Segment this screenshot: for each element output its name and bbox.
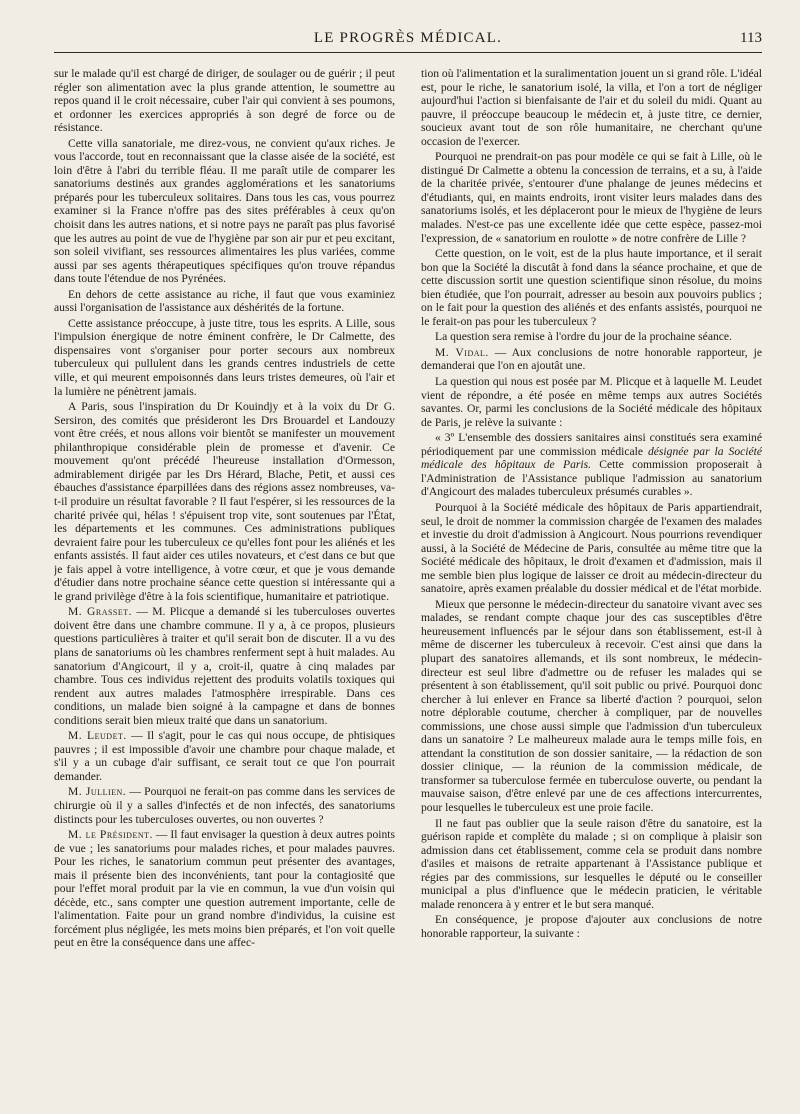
- right-column: [421, 67, 762, 1097]
- speaker-name: M. Vidal.: [435, 345, 489, 359]
- paragraph: [54, 137, 395, 286]
- speaker-name: M. Jullien.: [68, 785, 127, 799]
- left-column: [54, 67, 395, 1097]
- paragraph-text: Il ne faut pas oublier que la seule raison d'être du sanatoire, est la guérison rapide et complète du malade ; si on complique à plaisir son admission dans cet établissement, comme cela se produit dans nombre d'asiles et maisons de retraite appartenant à l'Assistance publique et régies par des commissions, sur lesquelles le député ou le conseiller municipal a plus d'influence que le médecin praticien, le véritable malade renoncera à y entrer et le but sera manqué.: [421, 816, 762, 911]
- paragraph: [421, 817, 762, 912]
- paragraph-text: — Il s'agit, pour le cas qui nous occupe, de phtisiques pauvres ; il est impossible d'avoir une chambre pour chaque malade, et s'il y a un cubage d'air suffisant, ce serait tout ce que l'on pourrait demander.: [54, 729, 395, 783]
- paragraph: [421, 913, 762, 940]
- running-header: [54, 30, 762, 53]
- text-columns: [54, 67, 762, 1097]
- paragraph-text: Cette commission proposerait à l'Administration de l'Assistance publique l'admission au sanatorium d'Angicourt des malades tuberculeux présumés curables ».: [421, 458, 762, 499]
- paragraph: [54, 729, 395, 783]
- paragraph: [54, 785, 395, 826]
- paragraph-text: sur le malade qu'il est chargé de diriger, de soulager ou de guérir ; il peut régler son alimentation avec la plus grande attention, le soumettre au repos quand il le croit nécessaire, cuber l'air qui convient à ses poumons, et ordonner les exercices appropriés à son degré de force ou de résistance.: [54, 67, 395, 135]
- journal-title: LE PROGRÈS MÉDICAL.: [313, 30, 503, 46]
- paragraph: [421, 501, 762, 596]
- paragraph-text: — Pourquoi ne ferait-on pas comme dans les services de chirurgie où il y a salles d'infectés et de non infectés, des sanatoriums distincts pour les tuberculoses ouvertes, ou non ouvertes ?: [54, 785, 395, 826]
- paragraph-text: Cette villa sanatoriale, me direz-vous, ne convient qu'aux riches. Je vous l'accorde, tout en reconnaissant que la classe aisée de la société, est loin d'être à l'abri du terrible fléau. Il me paraît utile de comparer les sanatoriums destinés aux grandes agglomérations et les sanatoriums préparés pour les tuberculeux solitaires. Dans tous les cas, vous pourrez examiner si la France n'offre pas des sites préférables à ceux qu'on choisit dans les autres nations, et si notre pays ne paraît pas plus favorisé que les autres au point de vue de l'hygiène par son air pur et peu excitant, son soleil vivifiant, ses ressources alimentaires les plus variées, comme aussi par ses agents thérapeutiques spécifiques qu'on trouve répandus dans toute l'étendue de nos Pyrénées.: [54, 136, 395, 286]
- paragraph-text: tion où l'alimentation et la suralimentation jouent un si grand rôle. L'idéal est, pour le riche, le sanatorium isolé, la villa, et l'on a tort de négliger aujourd'hui l'action si bienfaisante de l'air et du soleil du midi. Quant au pauvre, il préoccupe beaucoup le médecin et, à juste titre, ce dernier, soucieux avant tout de son rôle humanitaire, ne cherchant qu'une occasion de l'exercer.: [421, 67, 762, 148]
- paragraph-text: En dehors de cette assistance au riche, il faut que vous examiniez aussi l'organisation de l'assistance aux déshérités de la fortune.: [54, 287, 395, 315]
- paragraph-text: « 3º L'ensemble des dossiers sanitaires ainsi constitués sera examiné périodiquement par une commission médicale: [421, 431, 762, 458]
- paragraph: [421, 375, 762, 429]
- paragraph: [421, 330, 762, 344]
- paragraph: [54, 67, 395, 135]
- paragraph: [421, 598, 762, 815]
- paragraph: [421, 431, 762, 499]
- paragraph-text: La question qui nous est posée par M. Plicque et à laquelle M. Leudet vient de répondre, a été posée en même temps aux autres Sociétés savantes. Or, parmi les conclusions de la Société médicale des hôpitaux de Paris, je relève la suivante :: [421, 375, 762, 429]
- paragraph: [54, 828, 395, 950]
- paragraph-text: Cette question, on le voit, est de la plus haute importance, et il serait bon que la Société la discutât à fond dans la séance prochaine, et que de cette discussion sortit une question scientifique sinon résolue, du moins bien étudiée, que l'on pourrait, adresser au besoin aux pouvoirs publics ; on le fait pour la question des aliénés et des enfants assistés, pourquoi ne le ferait-on pas pour les tuberculeux ?: [421, 247, 762, 328]
- italic-quote: désignée par la Société médicale des hôpitaux de Paris.: [421, 444, 762, 472]
- paragraph: [421, 67, 762, 148]
- speaker-name: M. Leudet.: [68, 729, 127, 743]
- paragraph-text: Pourquoi à la Société médicale des hôpitaux de Paris appartiendrait, seul, le droit de nommer la commission chargée de l'examen des malades et investie du droit d'admission à Angicourt. Nous pourrions revendiquer aussi, à la Société de Médecine de Paris, consultée au même titre que la Société médicale des hôpitaux, le droit d'examen et d'admission, mais il me semble bien plus logique de laisser ce droit au médecin-directeur du sanatoire, après examen préalable du dossier médical et de l'état morbide.: [421, 500, 762, 596]
- speaker-name: M. Grasset.: [68, 605, 133, 619]
- paragraph-text: — Il faut envisager la question à deux autres points de vue ; les sanatoriums pour malades riches, et pour malades pauvres. Pour les riches, le sanatorium commun peut présenter des avantages, mais il présente bien des inconvénients, tant pour la contagiosité que pour l'effet moral produit par la vie en commun, la vue d'un voisin qui décède, etc., sans compter une question autrement importante, celle de l'alimentation. Faite pour un grand nombre d'individus, la cuisine est forcément plus négligée, les mets moins bien préparés, et l'on voit quelle peut en être la conséquence dans une affec-: [54, 828, 395, 950]
- paragraph-text: — M. Plicque a demandé si les tuberculoses ouvertes doivent être dans une chambre commune. Il y a, à ce propos, plusieurs questions particulières à traiter et qu'il serait bon de discuter. Il a vu des plans de sanatoriums où les chambres renferment sept à huit malades. Au sanatorium d'Angicourt, il y a, croit-il, quatre à cinq malades par chambre. Tous ces individus rejettent des produits volatils toxiques qui rendent aux autres malades l'atmosphère irrespirable. Dans ces conditions, un malade bien soigné à la campagne et dans de bonnes conditions serait bien mieux traité que dans un sanatorium.: [54, 605, 395, 727]
- paragraph-text: — Aux conclusions de notre honorable rapporteur, je demanderai que l'on en ajoutât une.: [421, 345, 762, 373]
- paragraph-text: La question sera remise à l'ordre du jour de la prochaine séance.: [435, 330, 732, 344]
- paragraph: [54, 288, 395, 315]
- paragraph-text: A Paris, sous l'inspiration du Dr Kouindjy et à la voix du Dr G. Sersiron, des comités que présideront les Drs Brouardel et Landouzy vont être créés, et nous allons voir bientôt se manifester un mouvement philanthropique considérable plein de promesse et d'avenir. Ce mouvement qu'ont précédé l'heureuse installation d'Ormesson, admirablement dirigée par les Drs Hérard, Blache, Petit, et aussi ces ébauches d'assistance éparpillées dans des régions assez nombreuses, va-t-il produire un résultat favorable ? Il faut l'espérer, si les ressources de la charité privée qui, hélas ! s'épuisent trop vite, sont soutenues par l'État, les départements et les communes. Ces administrations publiques devraient faire pour les tuberculeux ce qu'elles font pour les aliénés et les enfants assistés. Il faut aider ces utiles novateurs, et c'est dans ce but que je fais appel à votre intelligence, à votre cœur, et que je vous demande d'étudier dans notre prochaine séance cette question si intéressante qui a le grand privilège d'être à la fois scientifique, humanitaire et patriotique.: [54, 400, 395, 603]
- paragraph-text: Cette assistance préoccupe, à juste titre, tous les esprits. A Lille, sous l'impulsion énergique de notre éminent confrère, le Dr Calmette, des dispensaires vont s'organiser pour porter secours aux nombreux tuberculeux qui pullulent dans les grands centres industriels de cette ville, et qui meurent empoisonnés dans leurs tristes demeures, où l'air et la lumière ne pénètrent jamais.: [54, 316, 395, 398]
- paragraph-text: En conséquence, je propose d'ajouter aux conclusions de notre honorable rapporteur, la suivante :: [421, 913, 762, 940]
- paragraph-text: Pourquoi ne prendrait-on pas pour modèle ce qui se fait à Lille, où le distingué Dr Calmette a obtenu la concession de terrains, et a su, à l'aide de la charitée privée, s'entourer d'une phalange de jeunes médecins et d'étudiants, qui, en maints endroits, iront visiter leurs malades dans des sanatoriums isolés, et les déplaceront pour le mieux de l'hygiène de leurs malades. N'est-ce pas une excellente idée que cette espèce, passez-moi l'expression, de « sanatorium en roulotte » de notre confrère de Lille ?: [421, 150, 762, 245]
- paragraph: [54, 605, 395, 727]
- paragraph: [54, 400, 395, 603]
- speaker-name: M. le Président.: [68, 828, 153, 842]
- paragraph: [421, 150, 762, 245]
- paragraph: [421, 346, 762, 373]
- paragraph: [54, 317, 395, 398]
- paragraph: [421, 247, 762, 328]
- page-number: 113: [740, 30, 762, 46]
- paragraph-text: Mieux que personne le médecin-directeur du sanatoire vivant avec ses malades, se rendant compte chaque jour des cas susceptibles d'être heureusement influencés par le séjour dans son établissement, est-il à même de discerner les tuberculeux à recevoir. C'est ainsi que dans la plupart des sanatoires allemands, et ils sont nombreux, le médecin-directeur est seul libre d'admettre ou de refuser les malades qui se présentent à son établissement, qu'il soit public ou privé. Pourquoi donc chercher à lui enlever en France sa liberté d'action ? pourquoi, selon notre déplorable coutume, chercher à compliquer, par de nouvelles commissions, une chose aussi simple que l'admission d'un tuberculeux dans un sanatoire ? Le malheureux malade aura le temps mille fois, en attendant la constitution de son dossier sanitaire, — la rédaction de son dossier clinique, — la réunion de la commission médicale, de transformer sa tuberculose fermée en tuberculose ouverte, ou pendant la mauvaise saison, d'être enlevé par une de ces affections intercurrentes, pour lesquelles le tuberculeux est une proie facile.: [421, 597, 762, 814]
